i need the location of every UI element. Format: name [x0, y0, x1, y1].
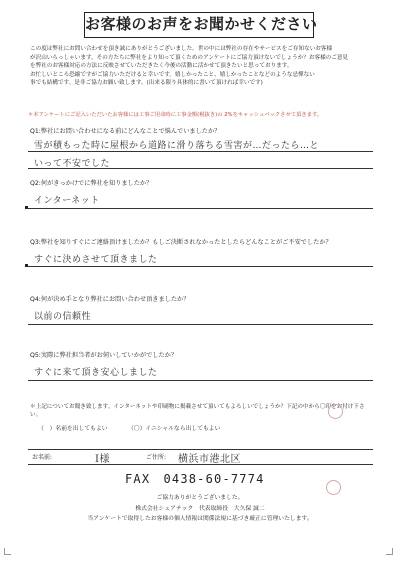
company-text: 株式会社シェアテック 代表取締役 大久保 誠二: [135, 506, 265, 512]
answer-line: [28, 380, 373, 381]
intro-line: この度は弊社にお問い合わせを頂き誠にありがとうございました。世の中には弊社の存在やサービスをご存知ないお客様: [30, 46, 333, 52]
intro-line: お忙しいところ恐縮ですがご協力いただけると幸いです。嬉しかったこと、嬉しかったことなどのような忌憚ない: [30, 71, 315, 78]
answer-line: [28, 208, 373, 209]
page-title: お客様のお声をお聞かせください: [84, 12, 314, 38]
corner-mark-icon: [386, 548, 393, 555]
question-2-label: Q2:何がきっかけでに弊社を知りましたか？: [30, 180, 153, 187]
thanks-text: ご協力ありがとうございました。: [156, 495, 244, 501]
choice-full-name[interactable]: （ ）名前を出してもよい: [38, 426, 108, 432]
answer-line: [28, 266, 373, 267]
stamp-mark-icon: [328, 404, 343, 419]
fax-number: FAX 0438-60-7774: [125, 472, 265, 486]
answer-3: すぐに決めさせて頂きました: [34, 255, 158, 265]
question-4-label: Q4:何が決め手となり弊社にお問い合わせ頂きましたか？: [30, 296, 190, 303]
answer-1-line-2: いって不安でした: [34, 159, 111, 169]
answer-1-line-1: 雪が積もった時に屋根から道路に滑り落ちる雪害が…だったら…と: [34, 141, 320, 151]
line-marker: [25, 206, 28, 209]
address-label: ご住所:: [146, 454, 167, 461]
privacy-text: 当アンケートで取得したお客様の個人情報は関係法規に基づき厳正に管理いたします。: [87, 516, 313, 522]
intro-line: が沢山いらっしゃいます。その方たちに弊社をより知って頂くためのアンケートにご協力頂けないでしょうか？お客様のご意見: [30, 54, 349, 61]
choice-initial[interactable]: （〇）イニシャルなら出してもよい: [128, 426, 221, 432]
question-3-label: Q3:弊社を知りすぐにご連絡頂けましたか？もしご決断されなかったとしたらどんなことがご不安でしたか？: [30, 239, 332, 246]
cashback-note: ＊本アンケートにご記入いただいたお客様には工事ご用命時に工事金額(税抜き)の 2%をキャッシュバックさせて頂きます。: [28, 112, 323, 118]
name-label: お名前:: [32, 454, 53, 461]
question-1-label: Q1:弊社にお問い合わせになる前にどんなことで悩んでいましたか？: [30, 128, 221, 135]
line-marker: [25, 264, 28, 267]
answer-line: [28, 324, 373, 325]
answer-2: インターネット: [34, 196, 100, 206]
answer-line: [28, 151, 373, 152]
intro-line: を弊社のお客様対応の方法に反映させていただきたく今後の活動に活かせて頂きたいと思っております。: [30, 63, 293, 70]
answer-4: 以前の信頼性: [34, 312, 92, 322]
address-value: 横浜市港北区: [178, 454, 241, 465]
name-value: I様: [95, 454, 110, 465]
stamp-mark-icon: [326, 480, 341, 495]
answer-line: [28, 168, 373, 169]
intro-text: [30, 45, 375, 88]
corner-mark-icon: [4, 548, 11, 555]
question-5-label: Q5:実際に弊社担当者がお伺いしていかがでしたか？: [30, 352, 178, 359]
answer-5: すぐに来て頂き安心しました: [34, 368, 158, 378]
intro-line: 事でも結構です。是非ご協力お願い致します。(出来る限り具体的に書いて頂ければ幸いです): [30, 80, 263, 87]
consent-text: ＊上記についてお聞き致します。インターネットや印刷物に掲載させて頂いてもよろしいでしょうか？下記の中から〇印をお付け下さい。: [30, 404, 365, 419]
